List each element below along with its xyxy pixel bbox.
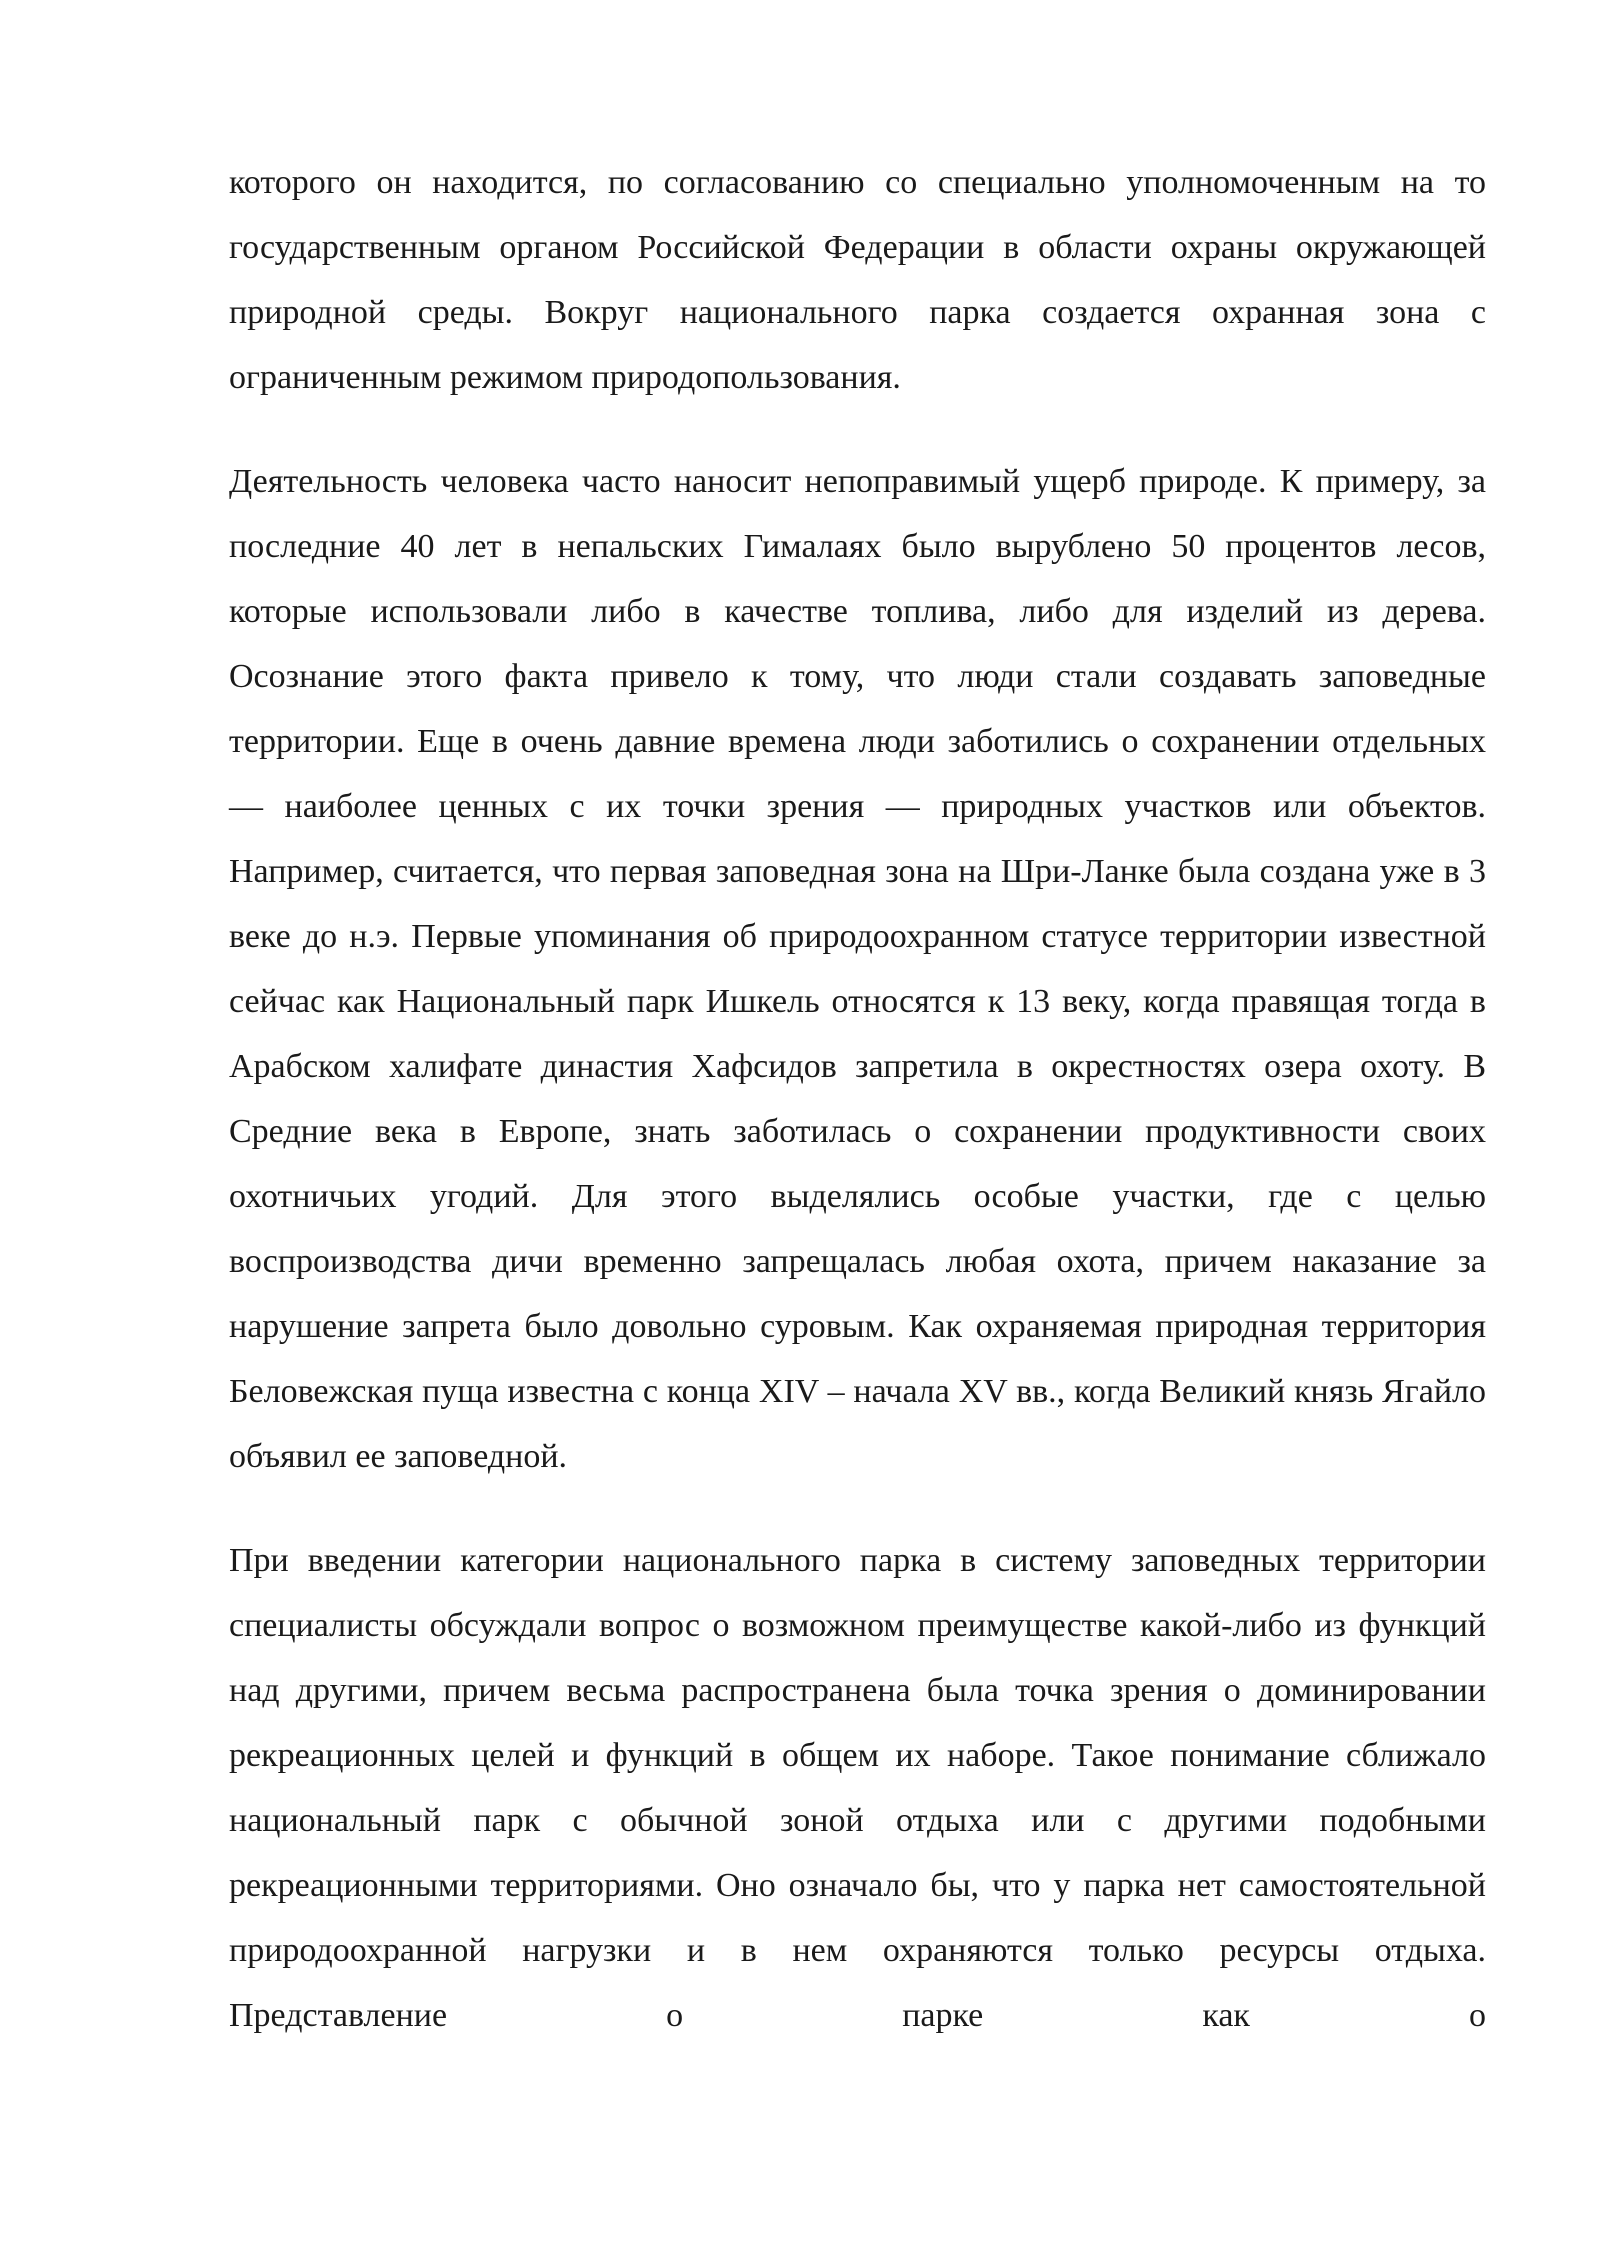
paragraph-2: Деятельность человека часто наносит непоправимый ущерб природе. К примеру, за последние 40 лет в непальских Гималаях было вырублено 50 процентов лесов, которые использовали либо в качестве топлива, либо для изделий из дерева. Осознание этого факта привело к тому, что люди стали создавать заповедные территории. Еще в очень давние времена люди заботились о сохранении отдельных — наиболее ценных с их точки зрения — природных участков или объектов. Например, считается, что первая заповедная зона на Шри-Ланке была создана уже в 3 веке до н.э. Первые упоминания об природоохранном статусе территории известной сейчас как Национальный парк Ишкель относятся к 13 веку, когда правящая тогда в Арабском халифате династия Хафсидов запретила в окрестностях озера охоту. В Средние века в Европе, знать заботилась о сохранении продуктивности своих охотничьих угодий. Для этого выделялись особые участки, где с целью воспроизводства дичи временно запрещалась любая охота, причем наказание за нарушение запрета было довольно суровым. Как охраняемая природная территория Беловежская пуща известна с конца XIV – начала XV вв., когда Великий князь Ягайло объявил ее заповедной.: [229, 463, 1486, 1475]
document-body: [229, 150, 1486, 2048]
paragraph-1: которого он находится, по согласованию со специально уполномоченным на то государственным органом Российской Федерации в области охраны окружающей природной среды. Вокруг национального парка создается охранная зона с ограниченным режимом природопользования.: [229, 164, 1486, 396]
paragraph-3: При введении категории национального парка в систему заповедных территории специалисты обсуждали вопрос о возможном преимуществе какой-либо из функций над другими, причем весьма распространена была точка зрения о доминировании рекреационных целей и функций в общем их наборе. Такое понимание сближало национальный парк с обычной зоной отдыха или с другими подобными рекреационными территориями. Оно означало бы, что у парка нет самостоятельной природоохранной нагрузки и в нем охраняются только ресурсы отдыха. Представление о парке как о: [229, 1542, 1486, 2034]
